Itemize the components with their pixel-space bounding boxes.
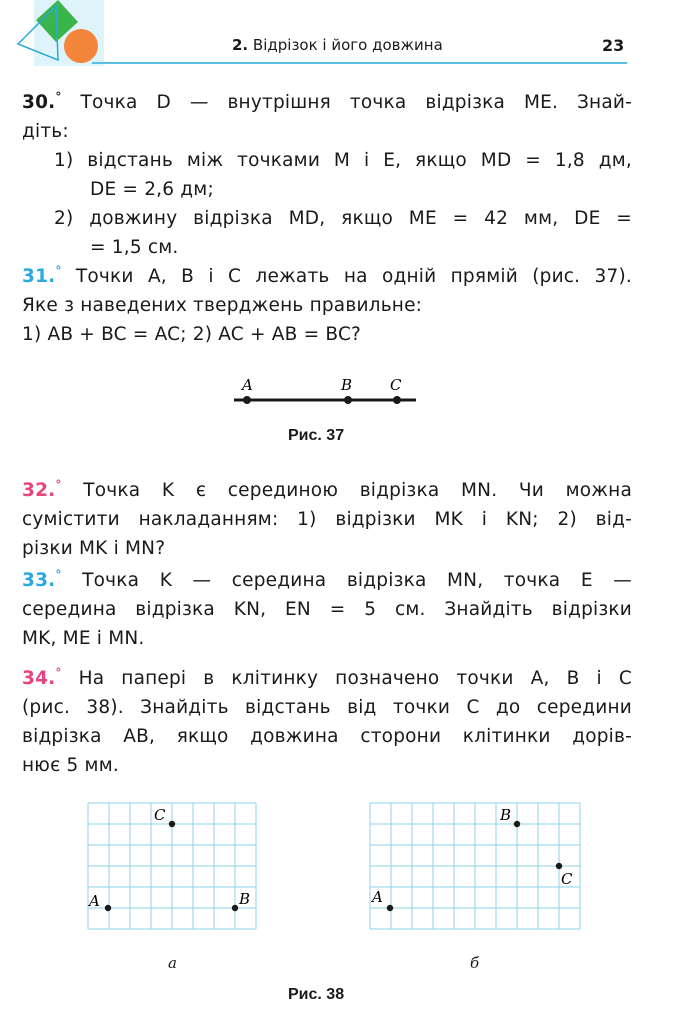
point-a-dot (387, 905, 393, 911)
problem-text-line: відрізка AB, якщо довжина сторони клітинки дорів- (22, 726, 632, 747)
subfigure-label-a: а (168, 954, 177, 972)
problem-text-line: Яке з наведених тверджень правильне: (22, 295, 423, 316)
problem-number: 31. (22, 266, 56, 287)
problem-text-line: сумістити накладанням: 1) відрізки MK і KN; 2) від- (22, 509, 632, 530)
problem-text-line: різки MK і MN? (22, 538, 166, 559)
point-c-label: C (154, 806, 166, 824)
problem-text-line: 1) відстань між точками M і E, якщо MD = 1,8 дм, (54, 150, 632, 171)
problem-text-line: нює 5 мм. (22, 755, 119, 776)
degree-mark-icon: ° (55, 263, 62, 278)
problem-text-line: Точки A, B і C лежать на одній прямій (рис. 37). (75, 266, 632, 287)
header-rule (92, 62, 627, 64)
problem-text-line: = 1,5 см. (90, 237, 179, 258)
problem-34 (22, 664, 632, 780)
point-a-label: A (372, 888, 383, 906)
problem-number: 30. (22, 92, 56, 113)
running-header (232, 36, 443, 54)
problem-text-line: діть: (22, 121, 69, 142)
point-c-dot (393, 396, 401, 404)
problem-text-line: 1) AB + BC = AC; 2) AC + AB = BC? (22, 324, 362, 345)
point-b-dot (514, 821, 520, 827)
point-b-dot (232, 905, 238, 911)
figure-38-caption: Рис. 38 (288, 986, 345, 1003)
point-b-label: B (341, 376, 353, 394)
problem-text-line: 2) довжину відрізка MD, якщо ME = 42 мм, DE = (54, 208, 632, 229)
degree-mark-icon: ° (55, 477, 62, 492)
page-number: 23 (602, 36, 625, 55)
point-c-label: C (390, 376, 402, 394)
degree-mark-icon: ° (55, 665, 62, 680)
point-b-label: B (500, 806, 512, 824)
problem-text-line: Точка K є серединою відрізка MN. Чи можна (83, 480, 632, 501)
point-c-label: C (561, 870, 573, 888)
problem-number: 32. (22, 480, 56, 501)
point-a-label: A (89, 892, 100, 910)
problem-text-line: Точка K — середина відрізка MN, точка E — (82, 570, 632, 591)
problem-32 (22, 476, 632, 563)
subfigure-label-b: б (470, 954, 480, 972)
problem-30 (22, 88, 632, 262)
figure-38b-grid (362, 796, 582, 936)
point-b-label: B (239, 890, 251, 908)
section-title: Відрізок і його довжина (252, 36, 443, 54)
point-b-dot (344, 396, 352, 404)
section-number: 2. (232, 36, 249, 54)
problem-text-line: На папері в клітинку позначено точки A, B і C (78, 668, 632, 689)
point-a-dot (243, 396, 251, 404)
problem-text-line: DE = 2,6 дм; (90, 179, 214, 200)
figure-37-line-diagram (220, 372, 430, 412)
figure-37-caption: Рис. 37 (288, 427, 345, 444)
point-c-dot (556, 863, 562, 869)
point-a-label: A (242, 376, 253, 394)
problem-number: 34. (22, 668, 56, 689)
degree-mark-icon: ° (55, 567, 62, 582)
degree-mark-icon: ° (55, 89, 62, 104)
problem-31 (22, 262, 632, 349)
problem-33 (22, 566, 632, 653)
problem-text-line: середина відрізка KN, EN = 5 см. Знайдіть відрізки (22, 599, 632, 620)
point-a-dot (105, 905, 111, 911)
problem-text-line: (рис. 38). Знайдіть відстань від точки C до середини (22, 697, 632, 718)
figure-38a-grid (80, 796, 265, 936)
grid-lines (370, 803, 580, 929)
point-c-dot (169, 821, 175, 827)
problem-text-line: MK, ME і MN. (22, 628, 145, 649)
problem-number: 33. (22, 570, 56, 591)
problem-text-line: Точка D — внутрішня точка відрізка ME. Знай- (80, 92, 632, 113)
